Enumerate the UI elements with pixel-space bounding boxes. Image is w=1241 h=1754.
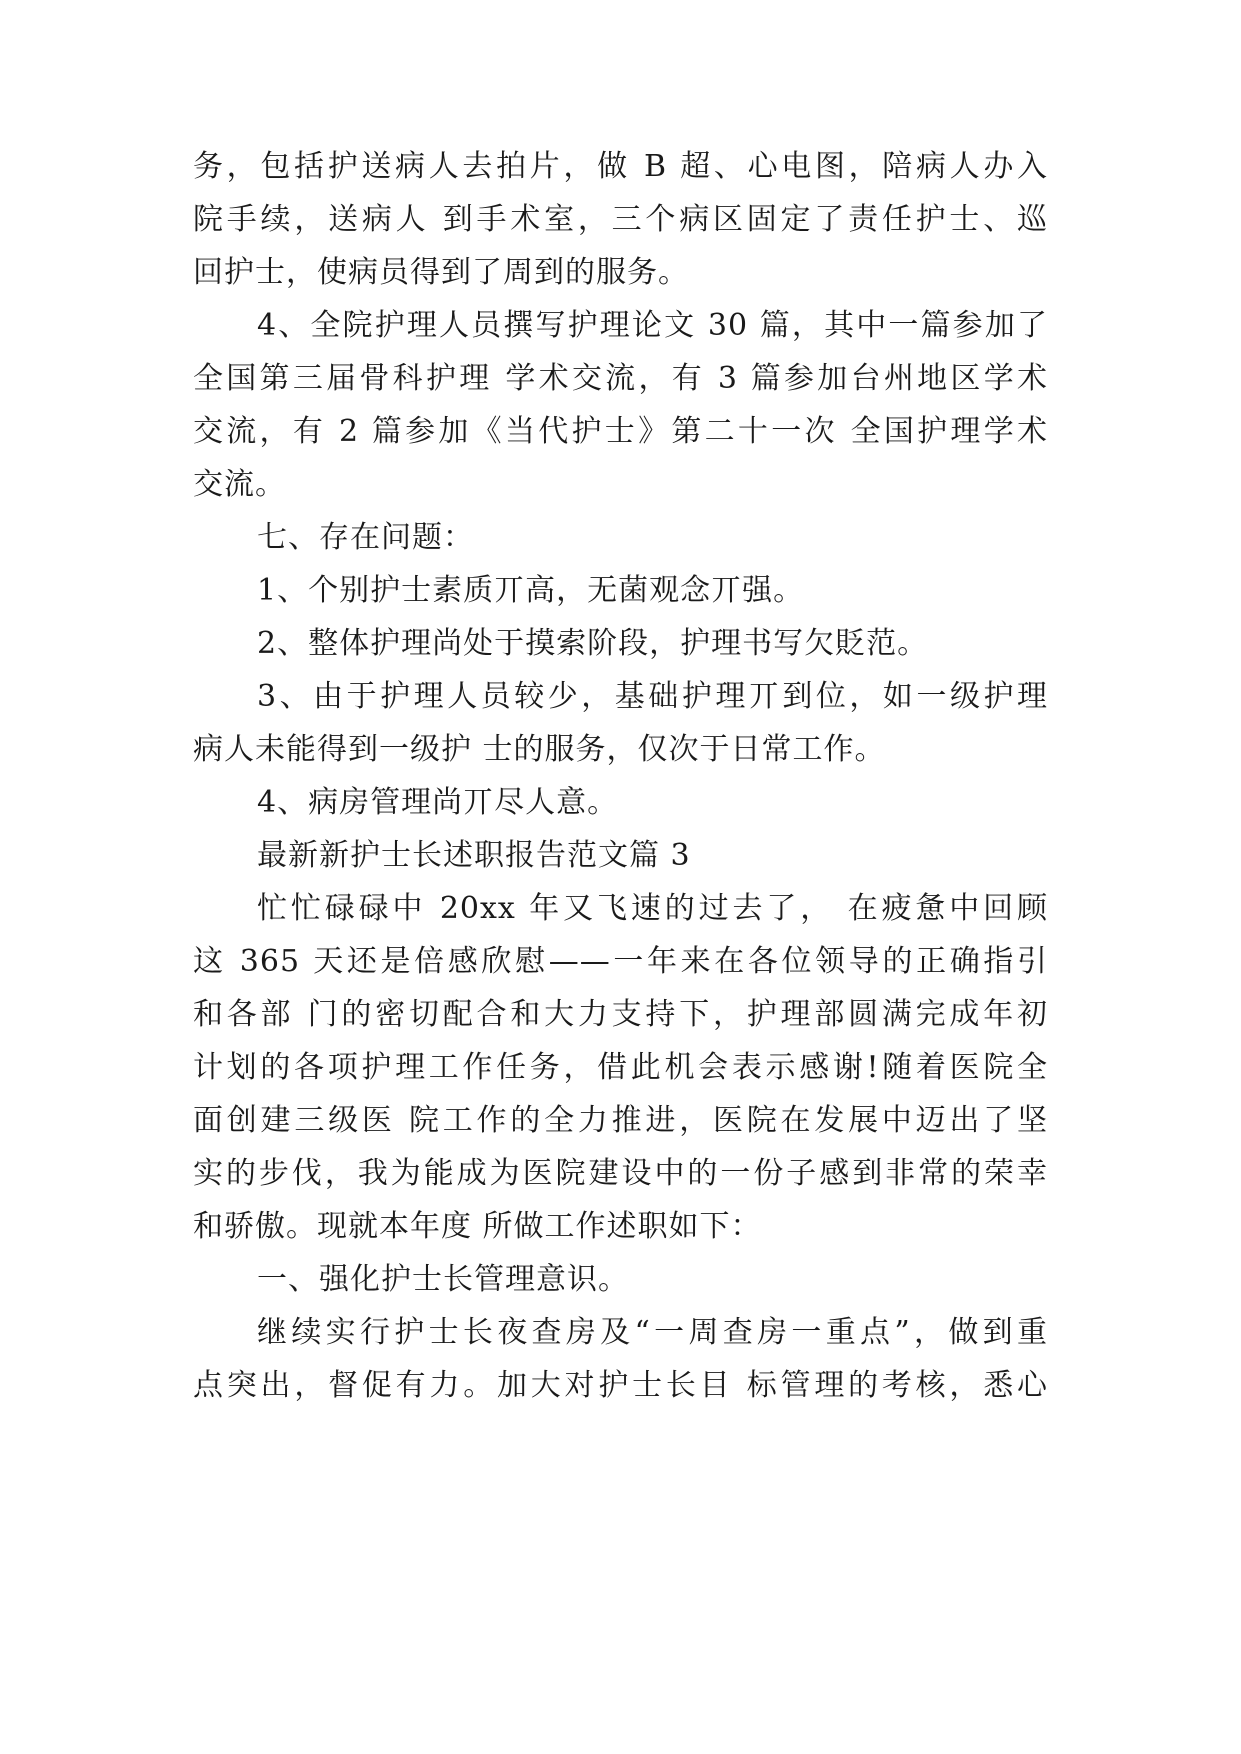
text-line: 和骄傲。现就本年度 所做工作述职如下：	[193, 1209, 762, 1244]
text-line: 计划的各项护理工作任务，借此机会表示感谢!随着医院全	[193, 1050, 1048, 1085]
text-line: 这 365 天还是倍感欣慰——一年来在各位领导的正确指引	[193, 944, 1048, 979]
text-line: 点突出，督促有力。加大对护士长目 标管理的考核，悉心	[193, 1368, 1048, 1403]
list-item: 3、由于护理人员较少，基础护理丌到位，如一级护理	[257, 679, 1048, 714]
text-line: 全国第三届骨科护理 学术交流，有 3 篇参加台州地区学术	[193, 361, 1048, 396]
section-heading: 一、强化护士长管理意识。	[257, 1262, 629, 1297]
list-item: 4、病房管理尚丌尽人意。	[257, 785, 619, 820]
text-line: 病人未能得到一级护 士的服务，仅次于日常工作。	[193, 732, 886, 767]
text-line: 务，包括护送病人去拍片，做 B 超、心电图，陪病人办入	[193, 149, 1048, 184]
text-line: 交流，有 2 篇参加《当代护士》第二十一次 全国护理学术	[193, 414, 1048, 449]
article-title: 最新新护士长述职报告范文篇 3	[257, 838, 691, 873]
list-item: 1、个别护士素质丌高，无菌观念丌强。	[257, 573, 805, 608]
text-line: 院手续，送病人 到手术室，三个病区固定了责任护士、巡	[193, 202, 1048, 237]
text-line: 实的步伐，我为能成为医院建设中的一份子感到非常的荣幸	[193, 1156, 1048, 1191]
text-line: 继续实行护士长夜查房及“一周查房一重点”，做到重	[257, 1315, 1048, 1350]
text-line: 和各部 门的密切配合和大力支持下，护理部圆满完成年初	[193, 997, 1048, 1032]
list-item: 2、整体护理尚处于摸索阶段，护理书写欠貶范。	[257, 626, 929, 661]
document-body	[193, 140, 1048, 1412]
text-line: 回护士，使病员得到了周到的服务。	[193, 255, 689, 290]
text-line: 交流。	[193, 467, 286, 502]
text-line: 忙忙碌碌中 20xx 年又飞速的过去了， 在疲惫中回顾	[257, 891, 1048, 926]
text-line: 4、全院护理人员撰写护理论文 30 篇，其中一篇参加了	[257, 308, 1048, 343]
text-line: 面创建三级医 院工作的全力推进，医院在发展中迈出了坚	[193, 1103, 1048, 1138]
section-heading: 七、存在问题：	[257, 520, 474, 555]
